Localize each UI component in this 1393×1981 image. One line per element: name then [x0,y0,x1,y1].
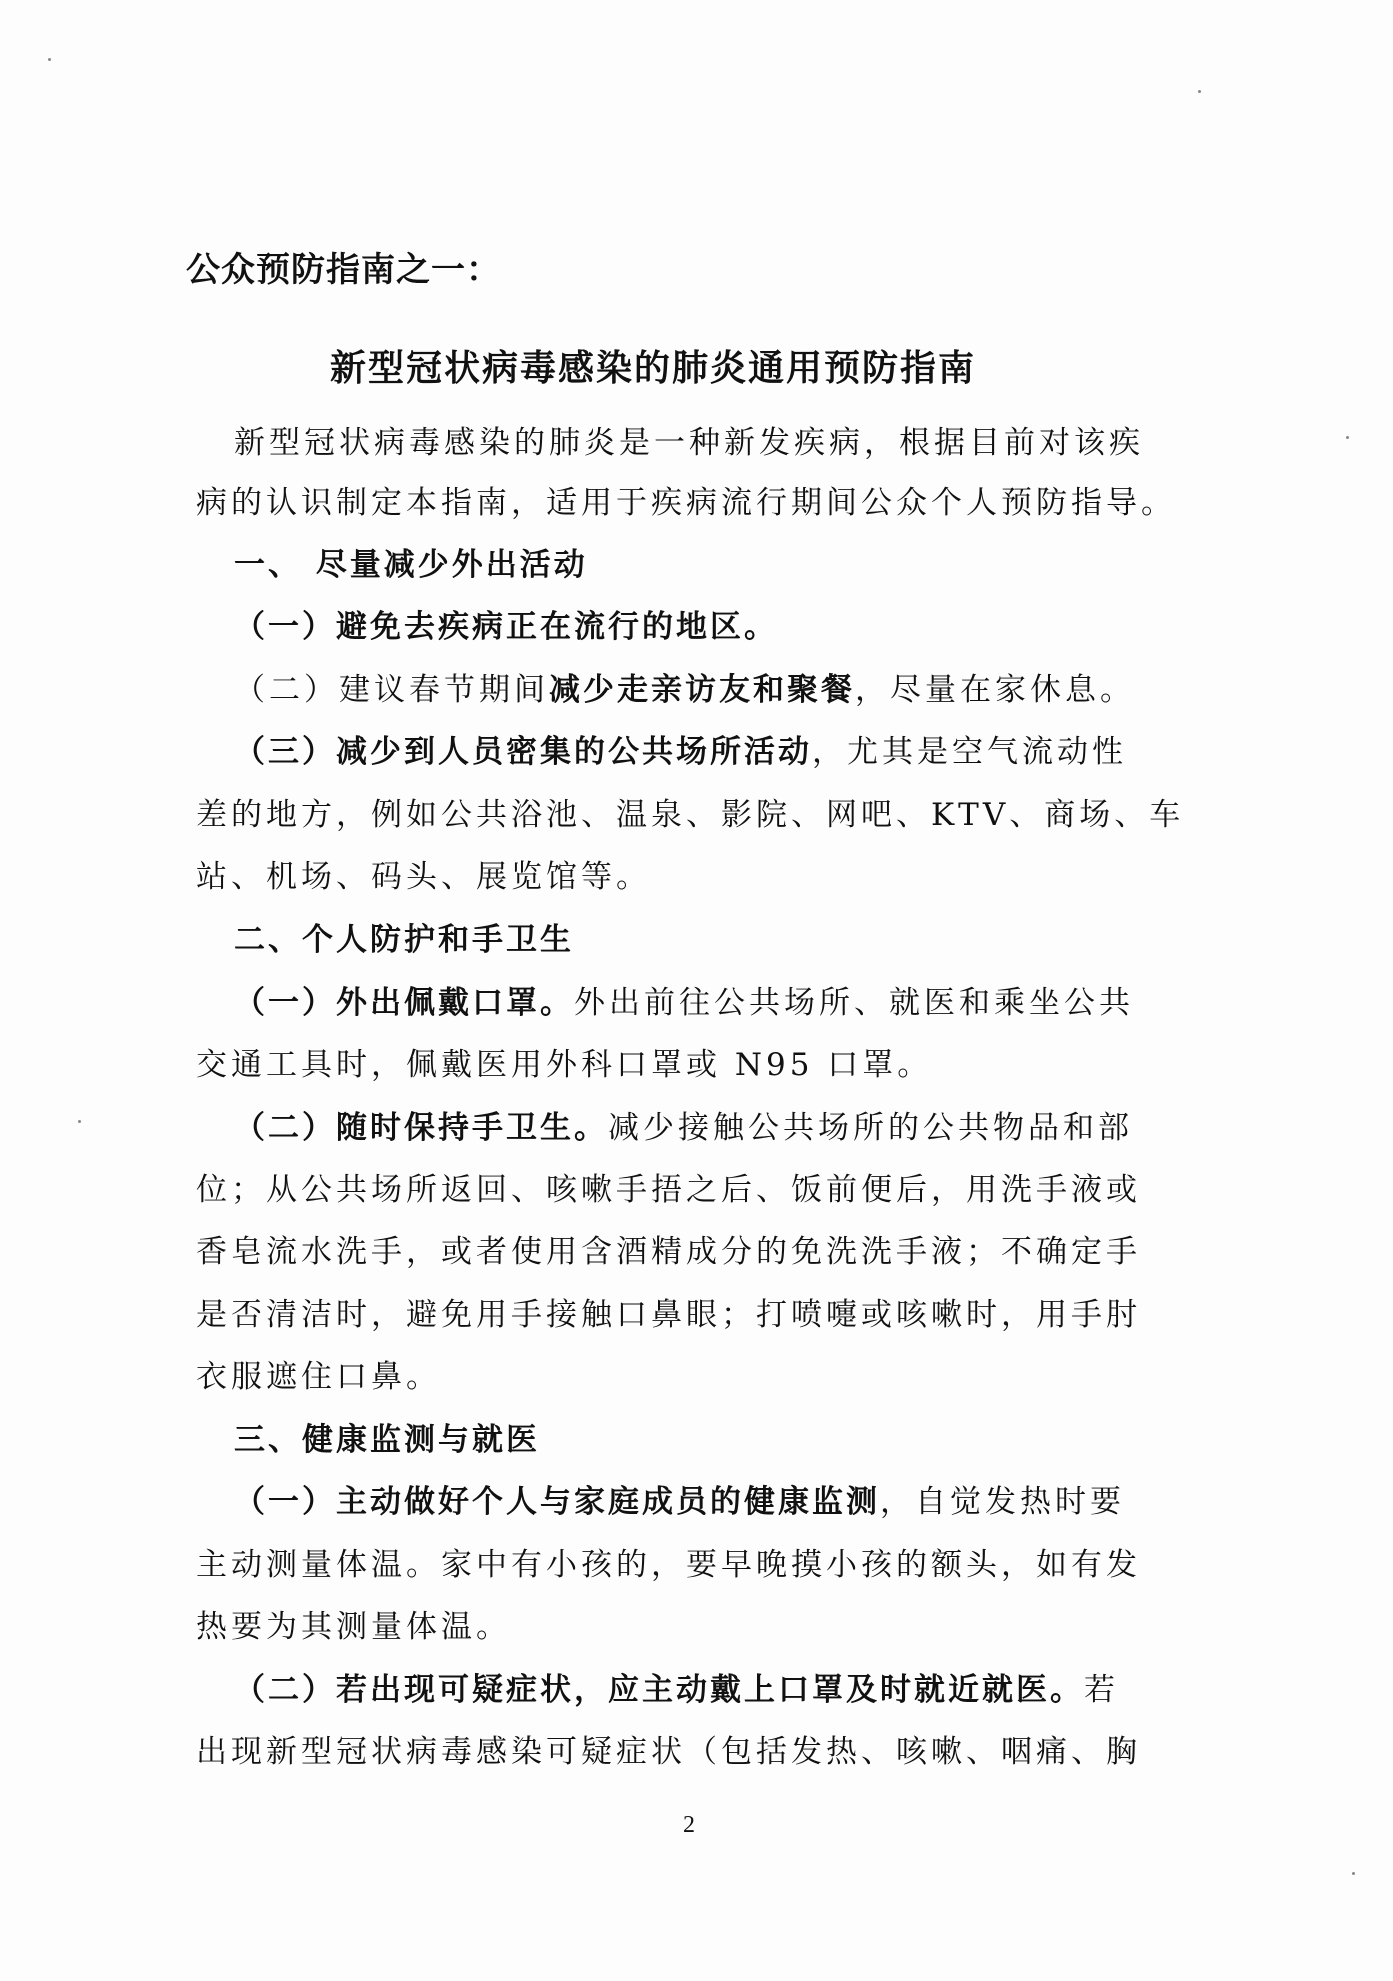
section2-item-1-suffix: 外出前往公共场所、就医和乘坐公共 [574,985,1134,1021]
scan-speck [1346,436,1349,439]
section2-item-1-emphasis: （一）外出佩戴口罩。 [234,985,574,1021]
section1-item-3 [234,732,1127,772]
section1-item-2 [234,670,1135,710]
section2-item-2-line-3: 香皂流水洗手，或者使用含酒精成分的免洗洗手液；不确定手 [196,1234,1141,1270]
intro-line-2: 病的认识制定本指南，适用于疾病流行期间公众个人预防指导。 [196,485,1176,521]
section1-item-3-line-3: 站、机场、码头、展览馆等。 [196,859,651,895]
section1-item-2-suffix: ，尽量在家休息。 [855,672,1135,708]
scan-speck [1198,90,1201,93]
section-heading-2: 二、个人防护和手卫生 [234,922,574,958]
section-heading-1: 一、 尽量减少外出活动 [234,547,588,583]
section3-item-2-suffix: 若 [1084,1672,1119,1708]
guide-series-label: 公众预防指南之一： [186,250,501,290]
section1-item-2-emphasis: 减少走亲访友和聚餐 [549,672,855,708]
section3-item-2-emphasis: （二）若出现可疑症状，应主动戴上口罩及时就近就医。 [234,1672,1084,1708]
section2-item-1-line-2: 交通工具时，佩戴医用外科口罩或 N95 口罩。 [196,1047,933,1083]
page-number: 2 [683,1812,695,1838]
section2-item-1 [234,983,1134,1023]
section-heading-3: 三、健康监测与就医 [234,1422,540,1458]
scan-speck [78,1120,81,1123]
section3-item-2-line-2: 出现新型冠状病毒感染可疑症状（包括发热、咳嗽、咽痛、胸 [196,1734,1141,1770]
section3-item-1-line-3: 热要为其测量体温。 [196,1609,511,1645]
section3-item-1-suffix: ，自觉发热时要 [880,1484,1125,1520]
scan-speck [1352,1872,1355,1875]
section2-item-2 [234,1108,1133,1148]
section1-item-3-line-2: 差的地方，例如公共浴池、温泉、影院、网吧、KTV、商场、车 [196,797,1185,833]
document-title: 新型冠状病毒感染的肺炎通用预防指南 [330,348,977,389]
intro-line-1: 新型冠状病毒感染的肺炎是一种新发疾病，根据目前对该疾 [234,425,1144,461]
section2-item-2-emphasis: （二）随时保持手卫生。 [234,1110,608,1146]
section1-item-3-suffix: ，尤其是空气流动性 [812,734,1127,770]
section3-item-1-emphasis: （一）主动做好个人与家庭成员的健康监测 [234,1484,880,1520]
section2-item-2-suffix: 减少接触公共场所的公共物品和部 [608,1110,1133,1146]
section3-item-1-line-2: 主动测量体温。家中有小孩的，要早晚摸小孩的额头，如有发 [196,1547,1141,1583]
scan-speck [48,58,51,61]
section1-item-1: （一）避免去疾病正在流行的地区。 [234,609,778,645]
section1-item-2-prefix: （二）建议春节期间 [234,672,549,708]
section1-item-3-emphasis: （三）减少到人员密集的公共场所活动 [234,734,812,770]
section2-item-2-line-2: 位；从公共场所返回、咳嗽手捂之后、饭前便后，用洗手液或 [196,1172,1141,1208]
section3-item-2 [234,1670,1119,1710]
section2-item-2-line-5: 衣服遮住口鼻。 [196,1359,441,1395]
section2-item-2-line-4: 是否清洁时，避免用手接触口鼻眼；打喷嚏或咳嗽时，用手肘 [196,1297,1141,1333]
section3-item-1 [234,1482,1125,1522]
